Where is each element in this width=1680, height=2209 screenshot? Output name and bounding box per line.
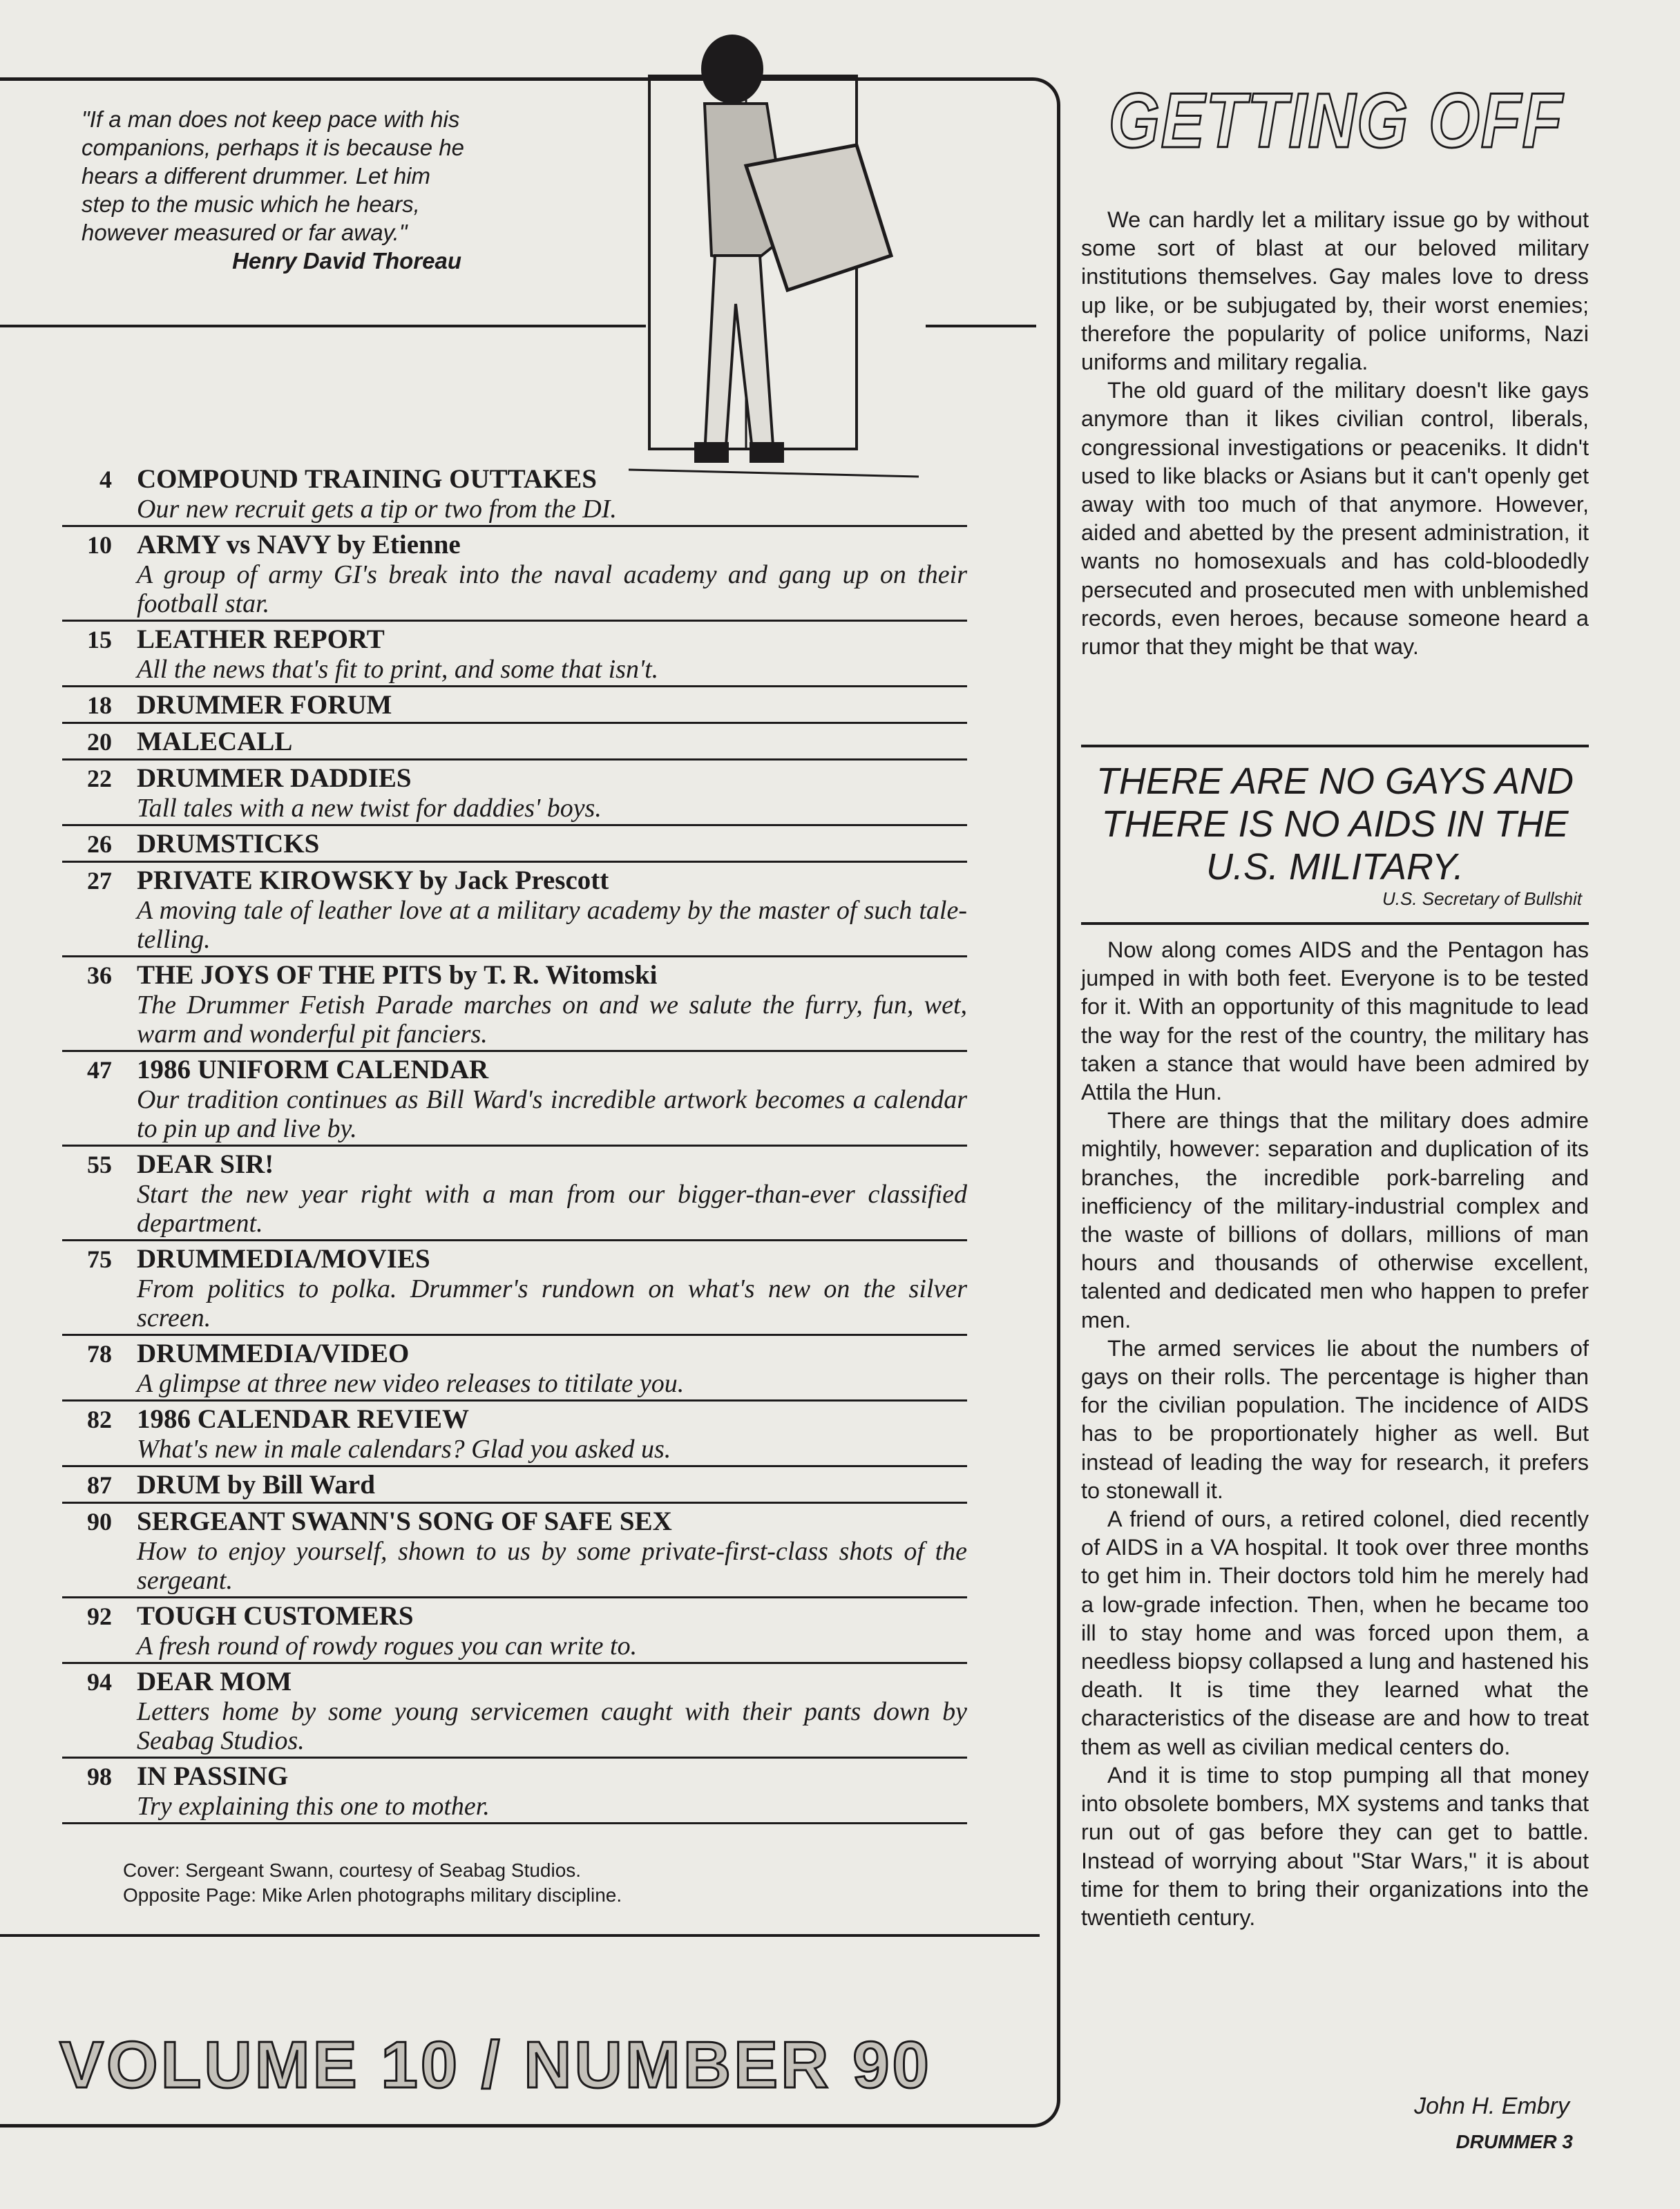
editorial-body — [1081, 936, 1589, 1932]
toc-title: TOUGH CUSTOMERS — [137, 1601, 414, 1631]
toc-title: DRUMMER DADDIES — [137, 763, 412, 793]
pull-quote — [1081, 760, 1589, 909]
toc-title: DRUMSTICKS — [137, 829, 320, 859]
toc-title: COMPOUND TRAINING OUTTAKES — [137, 464, 597, 494]
toc-entry[interactable] — [62, 1052, 967, 1147]
toc-description: The Drummer Fetish Parade marches on and we salute the furry, fun, wet, warm and wonderful pit fanciers. — [137, 991, 967, 1049]
toc-entry-text — [137, 1055, 967, 1143]
toc-page-number: 26 — [87, 830, 112, 858]
toc-title: DEAR SIR! — [137, 1149, 274, 1179]
volume-number: VOLUME 10 / NUMBER 90 — [59, 2028, 932, 2102]
toc-entry-text — [137, 624, 967, 684]
toc-entry-text — [137, 690, 967, 720]
paragraph: A friend of ours, a retired colonel, died recently of AIDS in a VA hospital. It took over three months to get him in. Their doctors told him he merely had a low-grade infection. Then, when he became too ill to stay home and was forced upon them, a needless biopsy collapsed a lung and hastened his death. It is time they learned what the characteristics of the disease are and how to treat them as well as civilian medical centers do. — [1081, 1507, 1589, 1759]
toc-entry[interactable] — [62, 1504, 967, 1598]
toc-title: DRUMMEDIA/VIDEO — [137, 1339, 410, 1368]
toc-entry-text — [137, 1667, 967, 1755]
toc-entry[interactable] — [62, 1598, 967, 1664]
toc-page-number: 98 — [87, 1763, 112, 1790]
pull-quote-source: U.S. Secretary of Bullshit — [1382, 888, 1582, 909]
toc-entry[interactable] — [62, 527, 967, 622]
toc-entry[interactable] — [62, 1402, 967, 1467]
toc-entry-text — [137, 1244, 967, 1332]
toc-entry[interactable] — [62, 761, 967, 826]
toc-page-number: 94 — [87, 1668, 112, 1696]
toc-description: Tall tales with a new twist for daddies' boys. — [137, 794, 602, 823]
toc-title: SERGEANT SWANN'S SONG OF SAFE SEX — [137, 1507, 672, 1536]
toc-entry-text — [137, 829, 967, 859]
toc-entry-text — [137, 866, 967, 954]
cover-credit: Cover: Sergeant Swann, courtesy of Seabag Studios. — [123, 1859, 582, 1881]
toc-entry-text — [137, 960, 967, 1049]
quote-author: Henry David Thoreau — [232, 248, 461, 274]
divider — [926, 325, 1036, 327]
thoreau-quote — [82, 105, 468, 275]
toc-description: Letters home by some young servicemen caught with their pants down by Seabag Studios. — [137, 1697, 967, 1755]
toc-description: Our tradition continues as Bill Ward's incredible artwork becomes a calendar to pin up and live by. — [137, 1085, 967, 1143]
editorial-heading: GETTING OFF — [1108, 77, 1564, 164]
toc-title: IN PASSING — [137, 1761, 289, 1791]
toc-description: Our new recruit gets a tip or two from the DI. — [137, 495, 617, 524]
toc-entry-text — [137, 1404, 967, 1464]
toc-page-number: 18 — [87, 691, 112, 719]
divider — [1081, 745, 1589, 747]
toc-description: From politics to polka. Drummer's rundown on what's new on the silver screen. — [137, 1274, 967, 1332]
paragraph: Now along comes AIDS and the Pentagon has jumped in with both feet. Everyone is to be tested for it. With an opportunity of this magnitude to lead the way for the rest of the country, the military has taken a stance that would have been admired by Attila the Hun. — [1081, 937, 1589, 1105]
toc-description: A group of army GI's break into the naval academy and gang up on their football star. — [137, 560, 967, 618]
toc-page-number: 15 — [87, 626, 112, 653]
toc-title: DRUMMEDIA/MOVIES — [137, 1244, 430, 1274]
toc-title: THE JOYS OF THE PITS by T. R. Witomski — [137, 960, 658, 990]
toc-entry[interactable] — [62, 1664, 967, 1759]
toc-title: DRUM by Bill Ward — [137, 1470, 375, 1500]
toc-entry-text — [137, 1339, 967, 1398]
toc-entry[interactable] — [62, 724, 967, 761]
signature: John H. Embry — [1414, 2093, 1569, 2119]
quote-text: "If a man does not keep pace with his companions, perhaps it is because he hears a different drummer. Let him step to the music which he hears, however measured or far away." — [82, 106, 465, 245]
toc-page-number: 92 — [87, 1603, 112, 1630]
toc-entry-text — [137, 1507, 967, 1595]
toc-page-number: 47 — [87, 1056, 112, 1084]
page-folio: DRUMMER 3 — [1455, 2131, 1573, 2152]
toc-page-number: 90 — [87, 1508, 112, 1536]
toc-entry[interactable] — [62, 863, 967, 957]
toc-description: Try explaining this one to mother. — [137, 1792, 490, 1821]
toc-entry-text — [137, 727, 967, 757]
toc-description: A glimpse at three new video releases to titilate you. — [137, 1369, 685, 1398]
paragraph: The armed services lie about the numbers of gays on their rolls. The percentage is higher than for the civilian population. The incidence of AIDS has to be proportionately higher as well. But instead of leading the way for research, it prefers to stonewall it. — [1081, 1335, 1589, 1503]
toc-entry[interactable] — [62, 1147, 967, 1241]
table-of-contents — [62, 461, 967, 1824]
toc-description: A moving tale of leather love at a military academy by the master of such tale-telling. — [137, 896, 967, 954]
toc-description: Start the new year right with a man from our bigger-than-ever classified department. — [137, 1180, 967, 1238]
toc-entry[interactable] — [62, 1336, 967, 1402]
toc-entry-text — [137, 1601, 967, 1661]
paragraph: We can hardly let a military issue go by without some sort of blast at our beloved military institutions themselves. Gay males love to dress up like, or be subjugated by, their worst enemies; therefore the popularity of police uniforms, Nazi uniforms and military regalia. — [1081, 207, 1589, 375]
toc-title: 1986 CALENDAR REVIEW — [137, 1404, 470, 1434]
toc-page-number: 55 — [87, 1151, 112, 1178]
toc-entry-text — [137, 1149, 967, 1238]
editorial-intro — [1081, 206, 1589, 661]
toc-page-number: 75 — [87, 1245, 112, 1273]
toc-title: DRUMMER FORUM — [137, 690, 392, 720]
toc-title: MALECALL — [137, 727, 293, 756]
paragraph: And it is time to stop pumping all that money into obsolete bombers, MX systems and tanks that run out of gas before they can get to battle. Instead of worrying about "Star Wars," it is about time for them to bring their organizations into the twentieth century. — [1081, 1762, 1589, 1930]
toc-page-number: 87 — [87, 1471, 112, 1499]
toc-page-number: 20 — [87, 728, 112, 756]
toc-title: DEAR MOM — [137, 1667, 292, 1696]
toc-description: All the news that's fit to print, and some that isn't. — [137, 655, 659, 684]
toc-page-number: 36 — [87, 962, 112, 989]
opposite-page-credit: Opposite Page: Mike Arlen photographs military discipline. — [123, 1884, 622, 1906]
toc-page-number: 27 — [87, 867, 112, 895]
toc-title: 1986 UNIFORM CALENDAR — [137, 1055, 489, 1084]
drummer-illustration — [629, 28, 933, 490]
toc-page-number: 10 — [87, 531, 112, 559]
toc-entry-text — [137, 1761, 967, 1821]
toc-entry[interactable] — [62, 461, 967, 527]
toc-entry[interactable] — [62, 687, 967, 724]
toc-entry[interactable] — [62, 1759, 967, 1824]
divider — [1081, 922, 1589, 925]
toc-entry[interactable] — [62, 957, 967, 1052]
paragraph: There are things that the military does admire mightily, however: separation and duplication of its branches, the incredible pork-barreling and inefficiency of the military-industrial complex and the waste of billions of dollars, millions of man hours and thousands of otherwise excellent, talented and dedicated men who happen to prefer men. — [1081, 1108, 1589, 1332]
toc-entry[interactable] — [62, 826, 967, 863]
toc-page-number: 82 — [87, 1406, 112, 1433]
pull-quote-text: THERE ARE NO GAYS AND THERE IS NO AIDS IN THE U.S. MILITARY. — [1096, 761, 1574, 888]
toc-title: PRIVATE KIROWSKY by Jack Prescott — [137, 866, 609, 895]
divider — [0, 325, 646, 327]
credits — [123, 1858, 622, 1908]
toc-entry-text — [137, 763, 967, 823]
toc-title: ARMY vs NAVY by Etienne — [137, 530, 461, 560]
toc-entry-text — [137, 1470, 967, 1500]
toc-description: A fresh round of rowdy rogues you can write to. — [137, 1632, 638, 1661]
toc-entry[interactable] — [62, 622, 967, 687]
toc-entry[interactable] — [62, 1467, 967, 1504]
toc-entry-text — [137, 530, 967, 618]
toc-description: What's new in male calendars? Glad you asked us. — [137, 1435, 671, 1464]
divider — [0, 1934, 1040, 1937]
toc-page-number: 4 — [99, 466, 112, 493]
toc-entry-text — [137, 464, 967, 524]
toc-title: LEATHER REPORT — [137, 624, 385, 654]
toc-page-number: 78 — [87, 1340, 112, 1368]
paragraph: The old guard of the military doesn't like gays anymore than it likes civilian control, liberals, congressional investigations or peaceniks. It didn't used to like blacks or Asians but it can't openly get away with too much of that anymore. However, aided and abetted by the present administration, it wants no homosexuals and has cold-bloodedly persecuted and prosecuted men with unblemished records, even heroes, because someone heard a rumor that they might be that way. — [1081, 378, 1589, 660]
toc-description: How to enjoy yourself, shown to us by some private-first-class shots of the sergeant. — [137, 1537, 967, 1595]
toc-entry[interactable] — [62, 1241, 967, 1336]
toc-page-number: 22 — [87, 765, 112, 792]
